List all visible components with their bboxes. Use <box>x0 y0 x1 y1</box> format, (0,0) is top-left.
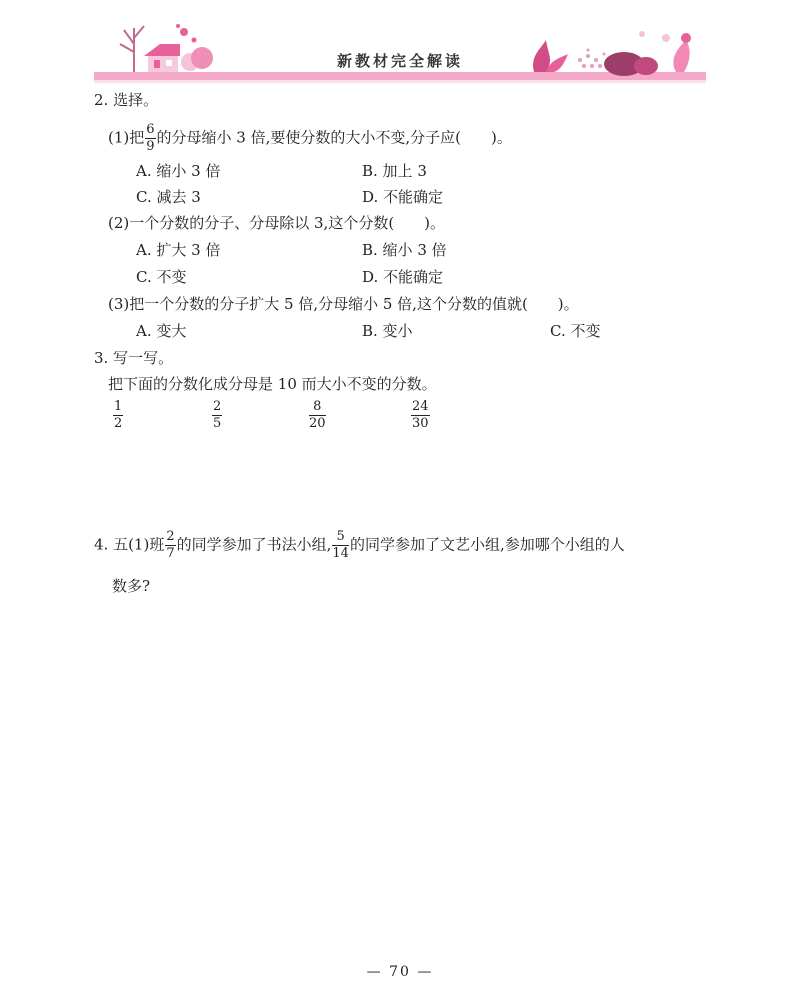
q2-sub1-option-b[interactable]: B. 加上 3 <box>362 162 427 180</box>
fraction <box>411 400 430 431</box>
q2-sub2: (2)一个分数的分子、分母除以 3,这个分数( )。 <box>108 214 446 232</box>
q3-fraction-3 <box>308 400 327 431</box>
q2-sub1-option-c[interactable]: C. 减去 3 <box>136 188 201 206</box>
fraction <box>212 400 222 431</box>
q2-sub2-option-b[interactable]: B. 缩小 3 倍 <box>362 241 447 259</box>
q4-part1: 4. 五(1)班 <box>94 535 165 554</box>
fraction-denominator: 9 <box>146 139 155 154</box>
q2-sub1-option-a[interactable]: A. 缩小 3 倍 <box>136 162 221 180</box>
fraction-numerator: 2 <box>213 399 222 414</box>
q3-instruction: 把下面的分数化成分母是 10 而大小不变的分数。 <box>108 375 437 393</box>
q2-title: 2. 选择。 <box>94 91 159 109</box>
fraction <box>145 123 155 154</box>
q2-sub3-option-b[interactable]: B. 变小 <box>362 322 413 340</box>
fraction-denominator: 2 <box>114 416 123 431</box>
fraction-numerator: 2 <box>166 529 175 544</box>
q3-fraction-1 <box>112 400 124 431</box>
q2-sub3-option-c[interactable]: C. 不变 <box>550 322 601 340</box>
q2-sub1-option-d[interactable]: D. 不能确定 <box>362 188 444 206</box>
q4-line1 <box>94 530 625 561</box>
q2-sub3: (3)把一个分数的分子扩大 5 倍,分母缩小 5 倍,这个分数的值就( )。 <box>108 295 579 313</box>
fraction-denominator: 14 <box>332 546 349 561</box>
fraction <box>165 530 175 561</box>
q2-sub2-option-c[interactable]: C. 不变 <box>136 268 187 286</box>
q3-title: 3. 写一写。 <box>94 349 174 367</box>
fraction-denominator: 30 <box>412 416 429 431</box>
q3-fraction-2 <box>211 400 223 431</box>
q2-sub1-before: (1)把 <box>108 128 145 147</box>
fraction-denominator: 7 <box>166 546 175 561</box>
q2-sub1-after: 的分母缩小 3 倍,要使分数的大小不变,分子应( )。 <box>156 128 512 147</box>
fraction-numerator: 24 <box>412 399 429 414</box>
page-header <box>94 10 706 86</box>
q3-fraction-4 <box>410 400 431 431</box>
fraction <box>113 400 123 431</box>
q2-sub1 <box>108 123 512 154</box>
page-number: — 70 — <box>366 964 434 980</box>
fraction-denominator: 20 <box>309 416 326 431</box>
fraction <box>332 530 349 561</box>
q4-part3: 的同学参加了文艺小组,参加哪个小组的人 <box>349 535 625 554</box>
q4-part2: 的同学参加了书法小组, <box>176 535 332 554</box>
q4-line2: 数多? <box>112 577 151 595</box>
q2-sub2-option-a[interactable]: A. 扩大 3 倍 <box>136 241 221 259</box>
q2-sub2-option-d[interactable]: D. 不能确定 <box>362 268 444 286</box>
q2-sub3-option-a[interactable]: A. 变大 <box>136 322 187 340</box>
header-decoration <box>94 10 706 86</box>
fraction-numerator: 6 <box>146 122 155 137</box>
header-title: 新教材完全解读 <box>336 52 463 70</box>
fraction <box>309 400 326 431</box>
fraction-numerator: 1 <box>114 399 123 414</box>
fraction-numerator: 8 <box>309 400 326 416</box>
fraction-numerator: 5 <box>332 530 349 546</box>
fraction-denominator: 5 <box>213 416 222 431</box>
